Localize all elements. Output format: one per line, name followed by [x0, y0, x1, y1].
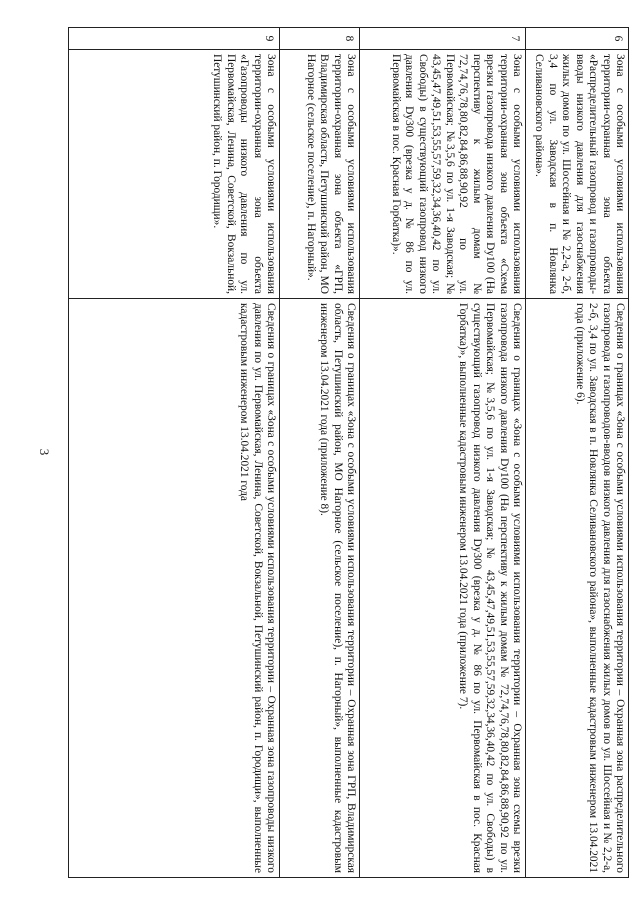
boundary-info-cell: Сведения о границах «Зона с особыми условиями использования территории – Охранная зона ГРП, Владимирская область, Петушинский район, МО Нагорное (сельское поселение), п. Нагорный», выполненные кадастровым инженером 13.04.2021 года (приложение 8).: [280, 299, 360, 878]
document-table-frame: [69, 27, 629, 877]
zones-register-table: [68, 27, 629, 878]
table-row: [69, 28, 280, 878]
zone-name-cell: Зона с особыми условиями использования территории-охранная зона объекта «Газопроводы низкого давления по ул. Первомайская, Ленина, Советской, Вокзальной, Петушинский район, п. Городищи».: [69, 50, 280, 299]
row-number-cell: 8: [280, 28, 360, 50]
boundary-info-cell: Сведения о границах «Зона с особыми условиями использования территории – Охранная зона схемы врезки газопровода низкого давления Dy100 (На перспективу к жилым домам № 72,74,76,78,80,82,84,86,88,90,92 по ул. Первомайская; №3,5,6 по ул. 1-я Заводская; № 43,45,47,49,51,53,55,57,59,32,34,36,40,42 по ул. Свободы) в существующий газопровод низкого давления Dy300 (врезка у д. № 86 по ул. Первомайская в пос. Красная Горбатка)», выполненные кадастровым инженером 13.04.2021 года (приложение 7).: [360, 299, 526, 878]
zone-name-cell: Зона с особыми условиями использования территории-охранная зона объекта «ГРП, Владимирская область, Петушинский район, МО Нагорное (сельское поселение), п. Нагорный».: [280, 50, 360, 299]
table-row: [526, 28, 629, 878]
row-number-cell: 7: [360, 28, 526, 50]
boundary-info-cell: Сведения о границах «Зона с особыми условиями использования территории – Охранная зона распределительного газопровода и газопроводов-вводов низкого давления для газоснабжения жилых домов по ул. Шоссейная и № 2,2-а, 2-б, 3,4 по ул. Заводская в п. Новлянка Селивановского района», выполненные кадастровым инженером 13.04.2021 года (приложение 6).: [526, 299, 629, 878]
table-row: [360, 28, 526, 878]
row-number-cell: 9: [69, 28, 280, 50]
zone-name-cell: Зона с особыми условиями использования территории-охранная зона объекта «Распределительный газопровод и газопроводы-вводы низкого давления для газоснабжения жилых домов по ул. Шоссейная и № 2,2-а, 2-б, 3,4 по ул. Заводская в п. Новлянка Селивановского района».: [526, 50, 629, 299]
boundary-info-cell: Сведения о границах «Зона с особыми условиями использования территории – Охранная зона газопроводы низкого давления по ул. Первомайская, Ленина, Советской, Вокзальной, Петушинский район, п. Городищи», выполненные кадастровым инженером 13.04.2021 года: [69, 299, 280, 878]
zone-name-cell: Зона с особыми условиями использования территории-охранная зона объекта «Схема врезки газопровода низкого давления Dy100 (На перспективу к жилым домам № 72,74,76,78,80,82,84,86,88,90,92 по ул. Первомайская; №3,5,6 по ул. 1-я Заводская; № 43,45,47,49,51,53,55,57,59,32,34,36,40,42 по ул. Свободы) в существующий газопровод низкого давления Dy300 (врезка у д. № 86 по ул. Первомайская в пос. Красная Горбатка)».: [360, 50, 526, 299]
page-number: 3: [37, 448, 52, 456]
table-row: [280, 28, 360, 878]
row-number-cell: 6: [526, 28, 629, 50]
